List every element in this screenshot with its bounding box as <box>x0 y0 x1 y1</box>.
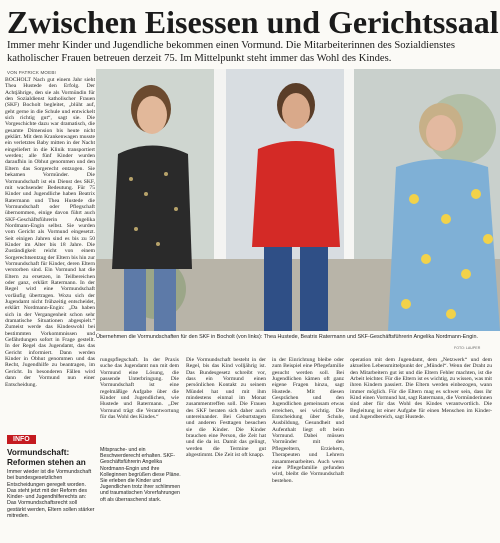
article-column-3: Die Vormundschaft besteht in der Regel, bis das Kind volljährig ist. Das Bundesgesetz schreibt vor, dass ein Vormund einen persönlichen Kontakt zu seinem Mündel hat und mit ihm mindestens einmal im Monat zusammentreffen soll. Die Frauen des SKF beraten sich daher auch untereinander. Bei Geburtstagen und anderen Festtagen besuchen sie die Kinder. Die Kinder brauchen eine Person, die Zeit hat und die da ist. Damit das gelingt, werden die Termine gut abgestimmt. Die Zeit ist oft knapp. <box>186 357 266 459</box>
article-column-4: in der Einrichtung bleibe oder zum Beispiel eine Pflegefamilie gesucht werden soll. Bei Jugendlichen kämen oft ganz eigene Fragen hinzu, sagt Hustede. Mit diesen Gesprächen und den Jugendlichen gemeinsam etwas erreichen, sei wichtig. Die Entscheidung über Schule, Ausbildung, Gesundheit und Aufenthalt liegt oft beim Vormund. Dabei müssen Vormünder mit den Pflegeeltern, Erziehern, Therapeuten und Lehrern zusammenarbeiten. Auch wenn eine Pflegefamilie gefunden wird, bleibt die Vormundschaft bestehen. <box>272 357 344 484</box>
info-title: Vormundschaft: Reformen stehen an <box>7 448 86 467</box>
photo-caption: Übernehmen die Vormundschaften für den SKF in Bocholt (von links): Thea Hustede, Beatrix Ratermann und SKF-Geschäftsführerin Angelika Nordmann-Engin. <box>96 334 478 340</box>
info-box <box>3 426 99 543</box>
headline: Zwischen Eisessen und Gerichtssaal <box>7 4 499 40</box>
info-body: Immer wieder ist die Vormundschaft bei bundesgesetzlichen Entscheidungen geregelt worden. Das steht jetzt mit der Reform des Kinder- und Jugendhilferechts an: Das Vormundschaftsrecht soll gestärkt werden, Eltern sollen stärker mitreden. <box>7 469 95 520</box>
article-column-1: BOCHOLT Nach gut einem Jahr sieht Thea Hustede den Erfolg. Der Achtjährige, den sie als Vormündin für den Sozialdienst katholischer Frauen (SKF) Bocholt begleitet, „blüht auf, geht gerne in die Schule und entwickelt sich richtig gut“, sagt sie. Die Vorgeschichte dazu war dramatisch, die gesamte Dimension bis heute nicht geklärt. Mit dem Krankenwagen musste ein verletztes Baby mitten in der Nacht eingeliefert in die Klinik transportiert werden; alle fünf Kinder wurden daraufhin in Obhut genommen und den Eltern das Sorgerecht entzogen. Sie bekamen Vormünder. Die Vormundschaft ist ein Dienst des SKF, mit wachsender Bedeutung. Für 75 Kinder und Jugendliche haben Beatrix Ratermann und Thea Hustede die Vormundschaft oder Pflegschaft übernommen, einige davon führt auch SKF-Geschäftsführerin Angelika Nordmann-Engin selbst. Sie wurden vom Gericht als Vormund eingesetzt. Seit einigen Jahren sind es bis zu 50 Kinder im Alter bis 18 Jahre. Die Zuständigkeit reicht von einem Sorgerechtsentzug der Eltern bis hin zur Vormundschaft für Kinder, deren Eltern verstorben sind. Ein Vormund hat die Eltern zu ersetzen, in Teilbereichen oder ganz, erklärt Ratermann. In der Regel wird eine Vormundschaft vorläufig übertragen. Wozu sich der Jugendamt nicht frühzeitig entscheidet, erklärt Nordmann-Engin: „Da haben sich in der Vergangenheit schon sehr dramatische Situationen abgespielt.“ Zumeist werde das Kindeswohl bei bestimmten Vorkommnissen und Gefährdungen sofort in Frage gestellt. In der Regel das Jugendamt, das das Gericht informiert. Dann werden Kinder in Obhut genommen und das Recht, Jugendhilfe zu beantragen, im Gericht. In besonderen Fällen wird dann der Vormund nun einer Entscheidung. <box>5 77 95 388</box>
subheadline: Immer mehr Kinder und Jugendliche bekommen einen Vormund. Die Mitarbeiterinnen des Sozialdienstes katholischer Frauen betreuen derzeit 75. Im Mittelpunkt steht immer das Wohl des Kindes. <box>7 40 455 64</box>
byline: VON PATRICK MOEBI <box>7 70 56 75</box>
article-column-2: rungspflegschaft. In der Praxis suche das Jugendamt nun mit dem Vormund eine Lösung, die passende Unterbringung. Die Vormundschaft ist eine regelmäßige Aufgabe über die Kinder und Jugendlichen, wie Hustede und Ratermann. „Der Vormund trägt die Verantwortung für das Wohl des Kindes.“ <box>100 357 179 421</box>
article-photo <box>96 69 500 331</box>
photo-illustration <box>96 69 500 331</box>
info-body-column-2: Mitsprache- und ein Beschwerderecht erhalten. SKF-Geschäftsführerin Angelika Nordmann-Engin und ihre Kolleginnen begrüßen diese Pläne. Sie erleben die Kinder und Jugendlichen trotz ihrer schlimmen und traumatischen Vorerfahrungen oft als überraschend stark. <box>100 447 181 503</box>
info-tag: INFO <box>7 435 36 444</box>
article-column-5: operation mit dem Jugendamt, dem „Netzwerk“ und dem aktuellen Lebensmittelpunkt der „Mündel“. Wenn der Draht zu den Mitarbeitern gut ist und die Eltern Fehler machten, ist die Arbeit leichter. Für die Eltern ist es wichtig, zu wissen, was mit ihren Kindern passiert. Die Eltern werden einbezogen, wann immer möglich. Für die Eltern mag es schwer sein, dass ihr Kind einen Vormund hat, sagt Ratermann, die Vormünderinnen sind aber für das Wohl des Kindes verantwortlich. Die Begleitung ist einer Aufgabe für einen Menschen im Kinder- und Jugendbereich, sagt Hustede. <box>350 357 492 421</box>
photo-credit: FOTO: LAUPER <box>454 346 481 350</box>
